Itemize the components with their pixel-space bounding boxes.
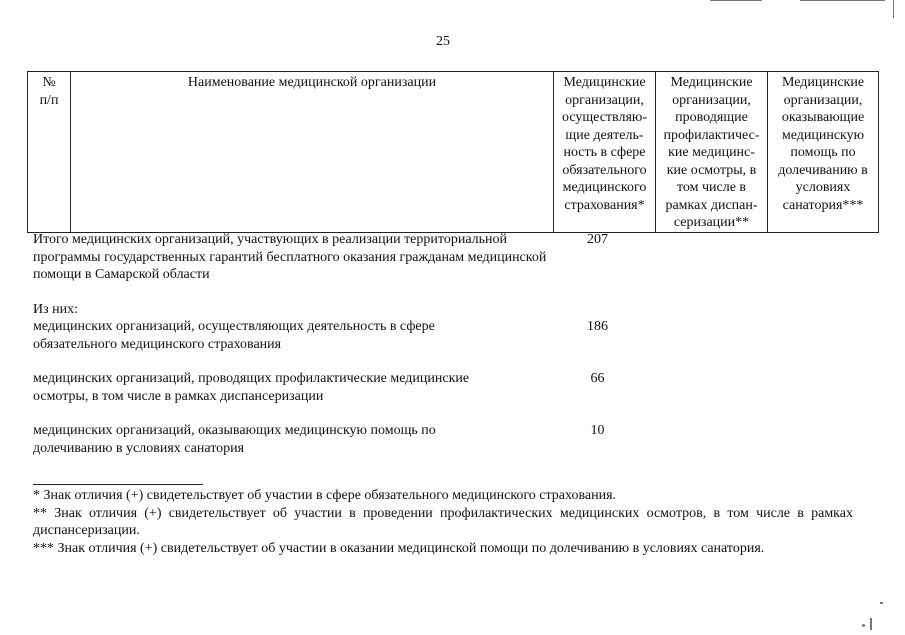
row-oms-value: 186 — [587, 319, 608, 334]
page-number: 25 — [436, 34, 450, 49]
row-of-them-text: Из них: — [33, 302, 79, 317]
header-prophylactic-label: Медицинские организации, проводящие профилактичес-кие медицинс-кие осмотры, в том числе в рамках диспан-серизации** — [663, 75, 760, 230]
header-number — [28, 72, 71, 233]
row-prophylactic-text: медицинских организаций, проводящих профилактические медицинские осмотры, в том числе в рамках диспансеризации — [33, 371, 470, 404]
scan-artifact — [893, 0, 894, 18]
header-number-label: № п/п — [39, 75, 59, 108]
header-sanatorium — [768, 72, 879, 233]
header-prophylactic — [656, 72, 768, 233]
row-oms-text: медицинских организаций, осуществляющих деятельность в сфере обязательного медицинского страхования — [33, 319, 435, 352]
row-sanatorium-value: 10 — [590, 423, 605, 438]
scan-artifact — [710, 0, 762, 1]
scan-artifact — [862, 624, 865, 627]
header-oms-label: Медицинские организации, осуществляю-щие деятель-ность в сфере обязательного медицинского страхования* — [561, 75, 648, 213]
scan-artifact — [870, 618, 872, 630]
organizations-table-header — [27, 71, 879, 233]
header-name-label: Наименование медицинской организации — [187, 75, 437, 90]
footnote-prophylactic: ** Знак отличия (+) свидетельствует об участии в проведении профилактических медицинских осмотров, в том числе в рамках диспансеризации. — [33, 505, 853, 538]
row-total-text: Итого медицинских организаций, участвующих в реализации территориальной программы государственных гарантий бесплатного оказания гражданам медицинской помощи в Самарской области — [33, 232, 547, 282]
table-header-row — [28, 72, 879, 233]
footnote-sanatorium: *** Знак отличия (+) свидетельствует об участии в оказании медицинской помощи по долечиванию в условиях санатория. — [33, 540, 765, 556]
scan-artifact — [880, 602, 883, 604]
row-prophylactic-value: 66 — [590, 371, 605, 386]
scan-artifact — [800, 0, 885, 1]
footnotes — [33, 487, 853, 557]
header-name — [71, 72, 554, 233]
header-oms — [554, 72, 656, 233]
row-total-value: 207 — [587, 232, 608, 247]
row-sanatorium-text: медицинских организаций, оказывающих медицинскую помощь по долечиванию в условиях санатория — [33, 423, 436, 456]
footnote-oms: * Знак отличия (+) свидетельствует об участии в сфере обязательного медицинского страхования. — [33, 488, 617, 503]
header-sanatorium-label: Медицинские организации, оказывающие медицинскую помощь по долечиванию в условиях санатория*** — [778, 75, 868, 213]
footnote-divider — [33, 484, 203, 485]
